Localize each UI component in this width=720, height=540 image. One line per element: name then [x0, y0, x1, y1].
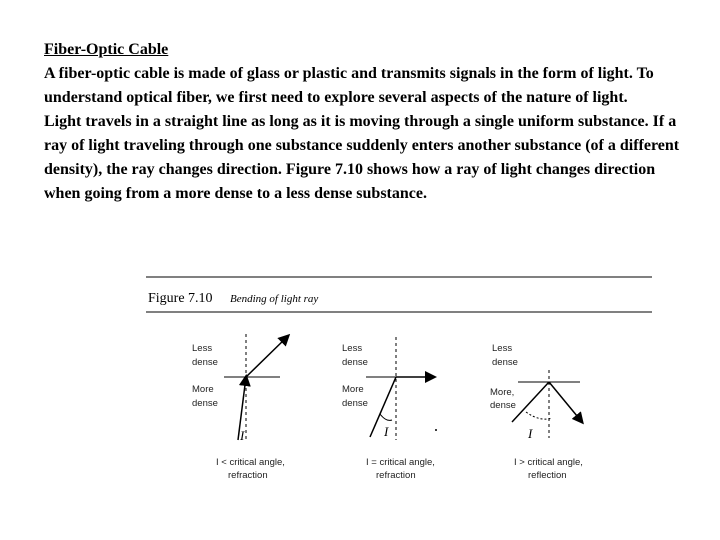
- panel-3: [490, 343, 583, 481]
- panel-2-caption-1: I = critical angle,: [366, 457, 435, 468]
- panel-3-top-label-1: Less: [492, 343, 513, 354]
- panel-2-angle-arc: [380, 414, 392, 420]
- panel-3-bottom-label-1: More,: [490, 387, 515, 398]
- panel-1: [192, 334, 288, 481]
- panel-2-dot: [435, 429, 437, 431]
- text-content: [44, 38, 684, 206]
- paragraph-intro: A fiber-optic cable is made of glass or plastic and transmits signals in the form of light. To understand optical fiber, we first need to explore several aspects of the nature of light.: [44, 65, 654, 106]
- panel-3-caption-2: reflection: [528, 470, 567, 481]
- panel-2-top-label-1: Less: [342, 343, 363, 354]
- panel-1-top-label-2: dense: [192, 357, 218, 368]
- panel-1-top-label-1: Less: [192, 343, 213, 354]
- panel-3-reflected-ray: [549, 382, 582, 422]
- panel-2-top-label-2: dense: [342, 357, 368, 368]
- panel-3-angle-arc: [526, 412, 552, 419]
- panel-2-caption-2: refraction: [376, 470, 416, 481]
- figure-caption: Bending of light ray: [230, 293, 319, 305]
- panel-2: [342, 337, 437, 481]
- panel-2-incident-ray: [370, 377, 396, 437]
- panel-2-bottom-label-1: More: [342, 384, 364, 395]
- panel-3-top-label-2: dense: [492, 357, 518, 368]
- panel-2-angle: I: [384, 424, 389, 439]
- figure-number: Figure 7.10: [148, 291, 213, 306]
- panel-1-bottom-label-1: More: [192, 384, 214, 395]
- panel-2-bottom-label-2: dense: [342, 398, 368, 409]
- panel-1-bottom-label-2: dense: [192, 398, 218, 409]
- panel-3-angle: I: [528, 426, 533, 441]
- paragraph-refraction: Light travels in a straight line as long as it is moving through a single uniform substance. If a ray of light traveling through one substance suddenly enters another substance (of a different density), the ray changes direction. Figure 7.10 shows how a ray of light changes direction when going from a more dense to a less dense substance.: [44, 113, 680, 202]
- panel-3-incident-ray: [512, 382, 549, 422]
- figure-bending-of-light: [140, 272, 660, 492]
- panel-1-caption-1: I < critical angle,: [216, 457, 285, 468]
- panel-3-caption-1: I > critical angle,: [514, 457, 583, 468]
- panel-1-angle: I: [240, 428, 245, 443]
- panel-1-caption-2: refraction: [228, 470, 268, 481]
- figure-diagram: [140, 272, 660, 492]
- section-heading: Fiber-Optic Cable: [44, 41, 169, 58]
- panel-1-refracted-ray: [246, 336, 288, 377]
- panel-3-bottom-label-2: dense: [490, 400, 516, 411]
